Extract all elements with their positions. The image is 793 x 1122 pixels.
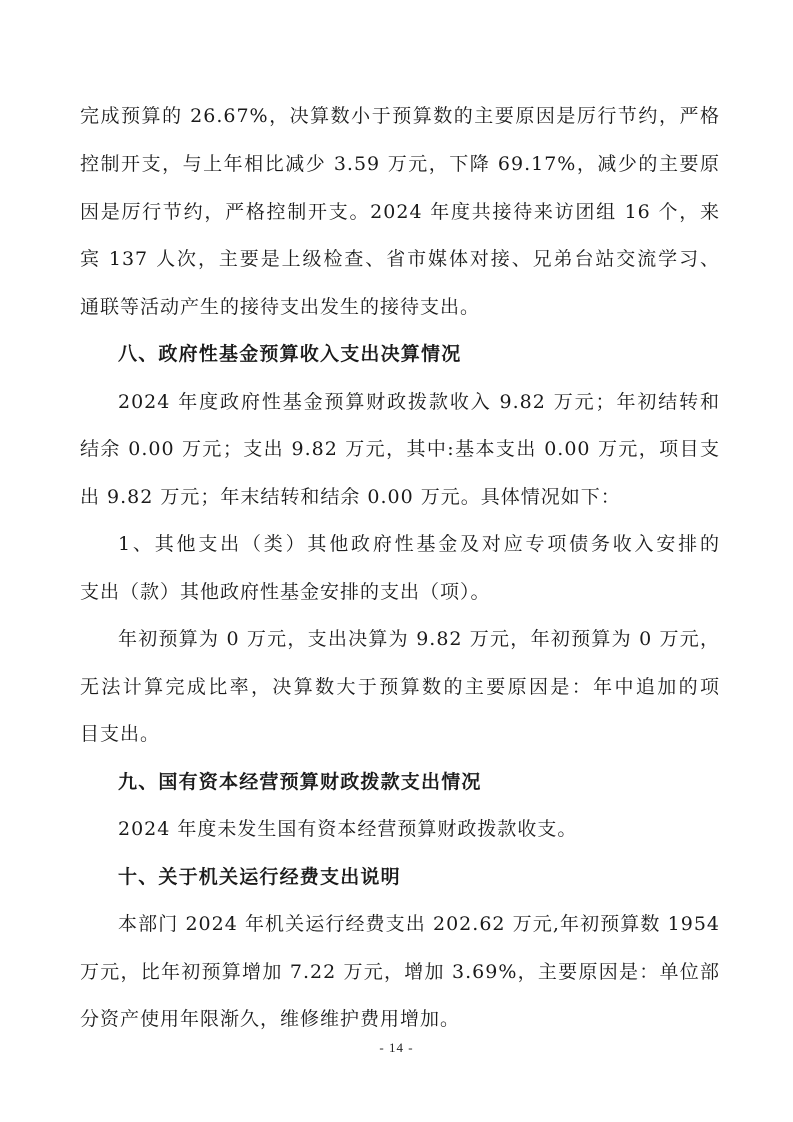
- section-heading-8: 八、政府性基金预算收入支出决算情况: [118, 343, 462, 365]
- body-line: 结余 0.00 万元；支出 9.82 万元，其中:基本支出 0.00 万元，项目支: [80, 438, 720, 460]
- body-line: 本部门 2024 年机关运行经费支出 202.62 万元,年初预算数 1954: [118, 913, 720, 935]
- body-line: 2024 年度政府性基金预算财政拨款收入 9.82 万元；年初结转和: [118, 391, 720, 413]
- body-line: 控制开支，与上年相比减少 3.59 万元，下降 69.17%，减少的主要原: [80, 153, 720, 175]
- body-line: 支出（款）其他政府性基金安排的支出（项）。: [80, 581, 491, 603]
- body-line: 因是厉行节约，严格控制开支。2024 年度共接待来访团组 16 个，来: [80, 201, 720, 223]
- section-heading-9: 九、国有资本经营预算财政拨款支出情况: [118, 771, 482, 793]
- body-line: 1、其他支出（类）其他政府性基金及对应专项债务收入安排的: [118, 533, 720, 555]
- body-line: 无法计算完成比率，决算数大于预算数的主要原因是：年中追加的项: [80, 676, 720, 698]
- body-line: 2024 年度未发生国有资本经营预算财政拨款收支。: [118, 818, 578, 840]
- body-line: 万元，比年初预算增加 7.22 万元，增加 3.69%，主要原因是：单位部: [80, 961, 720, 983]
- body-line: 年初预算为 0 万元，支出决算为 9.82 万元，年初预算为 0 万元，: [118, 628, 720, 650]
- body-line: 目支出。: [80, 723, 161, 745]
- body-line: 宾 137 人次，主要是上级检查、省市媒体对接、兄弟台站交流学习、: [80, 248, 720, 270]
- body-line: 出 9.82 万元；年末结转和结余 0.00 万元。具体情况如下：: [80, 486, 621, 508]
- body-line: 完成预算的 26.67%，决算数小于预算数的主要原因是厉行节约，严格: [80, 105, 720, 127]
- body-line: 通联等活动产生的接待支出发生的接待支出。: [80, 296, 481, 318]
- body-line: 分资产使用年限渐久，维修维护费用增加。: [80, 1008, 461, 1030]
- page-number: - 14 -: [379, 1040, 414, 1055]
- section-heading-10: 十、关于机关运行经费支出说明: [118, 866, 401, 888]
